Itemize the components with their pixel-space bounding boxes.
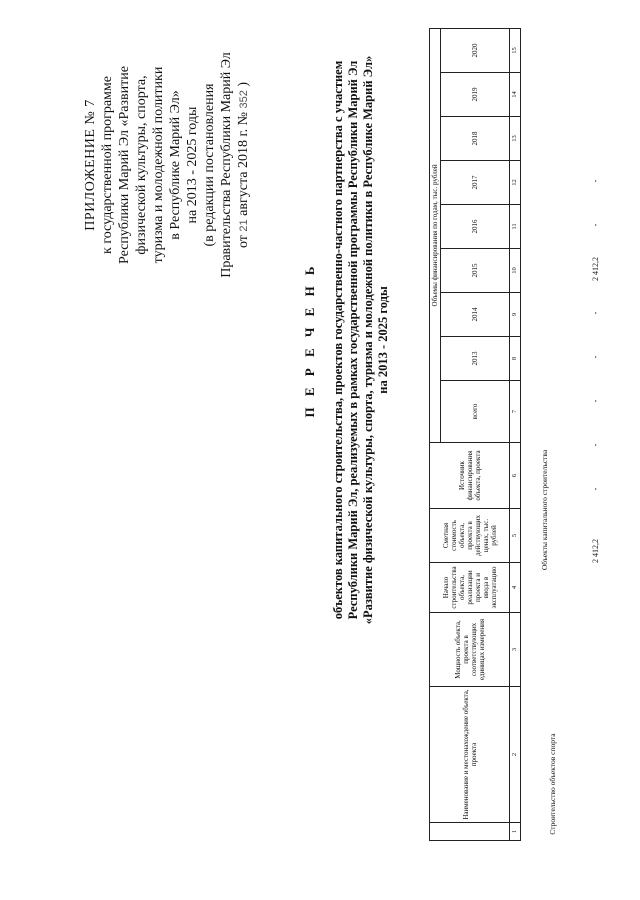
- col-start-header: Начало строительства объекта, реализации проекта и ввода в эксплуатацию: [430, 563, 510, 613]
- heading-perechen: П Е Р Е Ч Е Н Ь: [302, 262, 317, 418]
- appendix-line: на 2013 - 2025 годы: [185, 106, 200, 224]
- row-2017-value: -: [591, 311, 600, 315]
- row-object-name: Строительство объектов спорта: [548, 733, 557, 835]
- decree-number: 352: [238, 90, 250, 109]
- col-year-header: 2015: [441, 249, 510, 293]
- column-number: 4: [510, 563, 521, 613]
- column-number: 14: [510, 73, 521, 117]
- col-source-header: Источник финансирования объекта, проекта: [430, 443, 510, 509]
- row-total-value: 2 412,2: [591, 539, 600, 563]
- column-number: 10: [510, 249, 521, 293]
- column-number: 11: [510, 205, 521, 249]
- appendix-line: Правительства Республики Марий Эл: [219, 52, 234, 278]
- col-year-header: 2019: [441, 73, 510, 117]
- appendix-title: ПРИЛОЖЕНИЕ № 7: [83, 99, 98, 231]
- appendix-header: [82, 20, 253, 310]
- date-day: 21: [238, 219, 250, 232]
- column-number: 12: [510, 161, 521, 205]
- row-2016-value: -: [591, 355, 600, 359]
- col-total-header: всего: [441, 381, 510, 443]
- heading-line: Республики Марий Эл, реализуемых в рамках государственной программы Республики Марий Эл: [346, 60, 360, 620]
- appendix-line: к государственной программе: [100, 76, 115, 254]
- col-cost-header: Сметная стоимость объекта, проекта в действующих ценах, тыс. рублей: [430, 509, 510, 563]
- section-label: Объекты капитального строительства: [540, 449, 549, 571]
- row-2018-value: 2 412,2: [591, 257, 600, 281]
- col-year-header: 2014: [441, 293, 510, 337]
- appendix-line: туризма и молодежной политики: [151, 66, 166, 264]
- date-rest: августа 2018 г. №: [236, 112, 251, 216]
- heading-line: объектов капитального строительства, проектов государственно-частного партнерства с участием: [331, 60, 345, 620]
- appendix-line: (в редакции постановления: [202, 83, 217, 247]
- col-year-header: 2016: [441, 205, 510, 249]
- date-prefix: от: [236, 235, 251, 249]
- row-2020-value: -: [591, 179, 600, 183]
- row-2019-value: -: [591, 223, 600, 227]
- row-2015-value: -: [591, 399, 600, 403]
- date-close: ): [236, 81, 251, 87]
- row-2013-value: -: [591, 487, 600, 491]
- column-number: 7: [510, 381, 521, 443]
- document-heading: [302, 0, 391, 700]
- appendix-line: Республики Марий Эл «Развитие: [117, 66, 132, 264]
- column-number: 8: [510, 337, 521, 381]
- column-number: 3: [510, 613, 521, 687]
- appendix-date-line: [235, 20, 253, 310]
- table-column-numbers-row: [510, 28, 521, 840]
- column-number: 2: [510, 687, 521, 823]
- column-number: 5: [510, 509, 521, 563]
- row-2014-value: -: [591, 443, 600, 447]
- column-number: 13: [510, 117, 521, 161]
- col-year-header: 2018: [441, 117, 510, 161]
- appendix-line: физической культуры, спорта,: [134, 75, 149, 255]
- col-year-header: 2013: [441, 337, 510, 381]
- column-number: 6: [510, 443, 521, 509]
- heading-line: «Развитие физической культуры, спорта, туризма и молодежной политики в Республике Марий Эл»: [361, 55, 375, 625]
- col-funding-group-header: Объемы финансирования по годам, тыс. рублей: [430, 28, 441, 442]
- column-number: 15: [510, 28, 521, 72]
- col-capacity-header: Мощность объекта, проекта в соответствующих единицах измерения: [430, 613, 510, 687]
- col-num-header: [430, 823, 510, 841]
- column-number: 9: [510, 293, 521, 337]
- column-number: 1: [510, 823, 521, 841]
- heading-line: на 2013 - 2025 годы: [376, 286, 390, 394]
- table-header-row: [430, 28, 441, 840]
- col-year-header: 2020: [441, 28, 510, 72]
- col-year-header: 2017: [441, 161, 510, 205]
- projects-table: [429, 28, 521, 841]
- appendix-line: в Республике Марий Эл»: [168, 90, 183, 240]
- col-name-header: Наименование и местонахождение объекта, проекта: [430, 687, 510, 823]
